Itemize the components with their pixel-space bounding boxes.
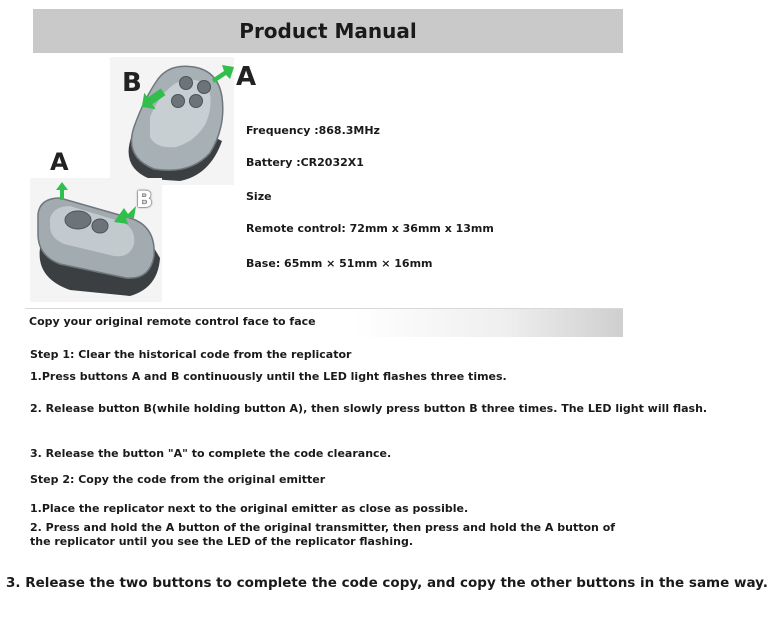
step2-item-3: 3. Release the two buttons to complete the code copy, and copy the other buttons in the same way. <box>6 575 768 591</box>
step2-item-1: 1.Place the replicator next to the original emitter as close as possible. <box>30 502 469 515</box>
step2-item-2-line1: 2. Press and hold the A button of the original transmitter, then press and hold the A button of <box>30 521 616 534</box>
page-title: Product Manual <box>239 19 417 43</box>
step2-title: Step 2: Copy the code from the original emitter <box>30 473 326 486</box>
step1-title: Step 1: Clear the historical code from the replicator <box>30 348 352 361</box>
spec-battery: Battery :CR2032X1 <box>246 156 364 169</box>
spec-size-heading: Size <box>246 190 272 203</box>
spec-remote-size: Remote control: 72mm x 36mm x 13mm <box>246 222 494 235</box>
step1-item-3: 3. Release the button "A" to complete the code clearance. <box>30 447 392 460</box>
label-b: B <box>122 68 142 98</box>
remote-four-button-image <box>110 57 234 185</box>
band-text: Copy your original remote control face to face <box>29 315 316 328</box>
step1-item-1: 1.Press buttons A and B continuously until the LED light flashes three times. <box>30 370 507 383</box>
section-band <box>25 308 623 337</box>
spec-base-size: Base: 65mm × 51mm × 16mm <box>246 257 433 270</box>
label-b-bottom: B <box>136 188 153 213</box>
step1-item-2: 2. Release button B(while holding button A), then slowly press button B three times. The LED light will flash. <box>30 402 708 415</box>
label-a-bottom: A <box>50 148 69 176</box>
label-a-top: A <box>236 62 257 92</box>
step2-item-2-line2: the replicator until you see the LED of the replicator flashing. <box>30 535 414 548</box>
spec-frequency: Frequency :868.3MHz <box>246 124 380 137</box>
remote-photo-four-button <box>110 57 234 185</box>
title-bar <box>33 9 623 53</box>
